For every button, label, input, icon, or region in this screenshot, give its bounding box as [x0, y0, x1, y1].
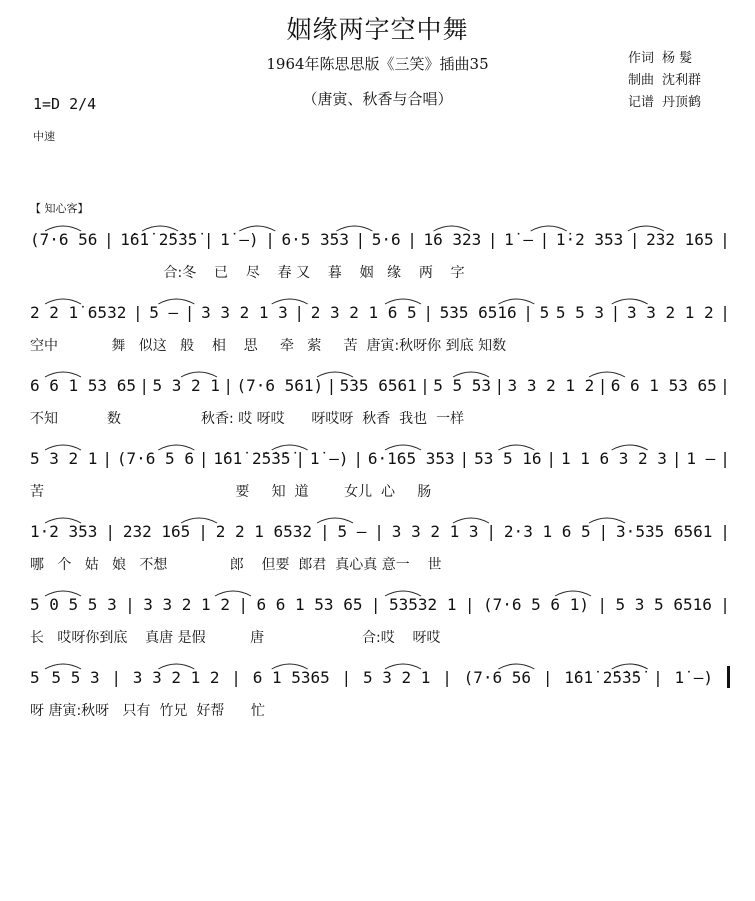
slur	[45, 372, 81, 377]
score	[30, 200, 730, 731]
note-group: 1̇6̇1̇ 2̇5̇3̇5̇	[120, 229, 198, 249]
slur	[317, 518, 353, 523]
note-group: 535 6561	[339, 375, 417, 395]
barline: |	[720, 448, 730, 468]
credit-composer: 制曲 沈利群	[628, 73, 702, 88]
note-group: 2 2 1 6532	[215, 521, 313, 541]
note-group: 1·2 353	[30, 521, 98, 541]
note-group: 2 3 2 1 6 5	[310, 302, 417, 322]
note-group: 5	[539, 302, 550, 322]
barline: |	[326, 375, 337, 395]
note-group: 53532 1	[389, 594, 457, 614]
slur	[158, 299, 194, 304]
note-group: 1̇ –)	[220, 229, 259, 249]
lyrics-line: 长 哎呀你到底 真唐 是假 唐 合:哎 呀哎	[30, 630, 441, 646]
slur-marks	[30, 439, 730, 451]
lyrics-line: 呀 唐寅:秋呀 只有 竹兄 好帮 忙	[30, 703, 266, 719]
slur	[498, 445, 534, 450]
barline: |	[374, 521, 384, 541]
slur	[272, 299, 308, 304]
slur	[612, 299, 648, 304]
barline: |	[486, 521, 497, 541]
slur	[555, 591, 591, 596]
barline: |	[203, 229, 214, 249]
slur	[385, 445, 421, 450]
note-group: 535 6516	[439, 302, 517, 322]
slur	[45, 518, 81, 523]
slur-marks	[30, 366, 730, 378]
score-system	[30, 366, 730, 439]
note-group: (7·6 56	[30, 229, 98, 249]
slur	[181, 518, 217, 523]
score-systems	[30, 220, 730, 731]
note-group: 5 3 5 6516	[615, 594, 712, 614]
slur	[45, 664, 81, 669]
barline: |	[370, 594, 381, 614]
note-group: 16 323	[423, 229, 482, 249]
barline: |	[494, 375, 505, 395]
slur	[181, 372, 217, 377]
barline: |	[319, 521, 330, 541]
barline: |	[597, 594, 608, 614]
slur	[434, 226, 470, 231]
barline: |	[671, 448, 682, 468]
lyrics-line: 合:冬 已 尽 春 又 暮 姻 缘 两 字	[30, 265, 465, 281]
key-signature: 1=D 2/4	[33, 95, 97, 113]
slur	[158, 664, 194, 669]
slur	[385, 299, 421, 304]
barline: |	[198, 448, 209, 468]
slur-marks	[30, 512, 730, 524]
note-group: 5·6	[371, 229, 401, 249]
score-system	[30, 293, 730, 366]
slur-marks	[30, 658, 730, 670]
note-group: 3 3 2 1 2	[507, 375, 595, 395]
slur	[45, 226, 81, 231]
slur	[215, 591, 251, 596]
lyrics-line: 空中 舞 似这 般 相 思 牵 萦 苦 唐寅:秋呀你 到底 知数	[30, 338, 507, 354]
slur-marks	[30, 220, 730, 232]
slur	[45, 445, 81, 450]
score-system	[30, 439, 730, 512]
slur	[317, 372, 353, 377]
barline: |	[610, 302, 621, 322]
song-title: 姻缘两字空中舞	[286, 15, 469, 44]
slur	[453, 518, 489, 523]
barline: |	[720, 302, 730, 322]
note-group: 5 –	[337, 521, 367, 541]
barline: |	[542, 667, 553, 687]
slur	[239, 226, 275, 231]
note-group: 6 6 1 53 65	[610, 375, 717, 395]
barline: |	[523, 302, 533, 322]
note-group: 3 3 2 1 3	[201, 302, 288, 322]
note-group: 3 3 2 1 3	[391, 521, 479, 541]
note-group: 1̇ –	[504, 229, 534, 249]
barline: |	[355, 229, 366, 249]
note-group: 6·5 353	[281, 229, 349, 249]
slur	[45, 299, 81, 304]
barline: |	[720, 229, 730, 249]
barline: |	[629, 229, 640, 249]
note-group: 5 5 3	[51, 667, 100, 687]
barline: |	[720, 594, 730, 614]
barline: |	[539, 229, 550, 249]
note-group: 1̇ –)	[309, 448, 349, 468]
note-group: 5 5 3	[555, 302, 605, 322]
note-group: 5 5 53	[433, 375, 492, 395]
score-system	[30, 512, 730, 585]
barline: |	[459, 448, 470, 468]
slur	[589, 372, 625, 377]
note-group: 5 –	[149, 302, 179, 322]
barline: |	[294, 302, 305, 322]
note-group: 5 3 2 1	[152, 375, 220, 395]
score-system	[30, 220, 730, 293]
slur	[589, 518, 625, 523]
barline: |	[105, 521, 115, 541]
note-group: 3·535 6561	[616, 521, 713, 541]
slur	[45, 591, 81, 596]
barline: |	[132, 302, 143, 322]
slur	[336, 226, 372, 231]
note-group: (7·6 56	[463, 667, 532, 687]
section-tag: 【 知心客】	[30, 202, 89, 215]
barline: |	[139, 375, 150, 395]
note-group: 6 6 1 53 65	[30, 375, 136, 395]
note-group: 5	[30, 667, 40, 687]
barline: |	[597, 375, 608, 395]
barline: |	[442, 667, 452, 687]
score-system	[30, 658, 730, 731]
note-group: 2 2 1̇ 6532	[30, 302, 127, 322]
performers-note: （唐寅、秋香与合唱）	[302, 90, 453, 108]
tempo-marking: 中速	[33, 130, 55, 143]
barline: |	[125, 594, 135, 614]
barline: |	[184, 302, 195, 322]
note-group: 6 1 5365	[252, 667, 330, 687]
note-group: 232 165	[646, 229, 714, 249]
barline: |	[231, 667, 241, 687]
barline: |	[295, 448, 306, 468]
barline: |	[238, 594, 249, 614]
barline: |	[341, 667, 352, 687]
note-group: 5 0 5 5 3	[30, 594, 117, 614]
slur	[272, 445, 308, 450]
slur	[385, 664, 421, 669]
note-group: (7·6 5 6 1)	[483, 594, 589, 614]
barline: |	[111, 667, 122, 687]
barline: |	[423, 302, 433, 322]
slur	[142, 226, 178, 231]
barline: |	[420, 375, 430, 395]
credit-lyricist: 作词 杨 髮	[628, 51, 693, 66]
credits-block	[628, 48, 701, 114]
barline: |	[598, 521, 609, 541]
barline: |	[104, 229, 114, 249]
barline: |	[198, 521, 208, 541]
barline: |	[353, 448, 363, 468]
lyrics-line: 哪 个 姑 娘 不想 郎 但要 郎君 真心真 意一 世	[30, 557, 442, 573]
note-group: 3 3 2 1 2	[132, 667, 220, 687]
credit-transcriber: 记谱 丹顶鹤	[628, 95, 702, 110]
slur-marks	[30, 585, 730, 597]
note-group: (7·6 561)	[236, 375, 324, 395]
note-group: 3 3 2 1 2	[143, 594, 230, 614]
lyrics-line: 苦 要 知 道 女儿 心 肠	[30, 484, 432, 500]
barline: |	[720, 521, 730, 541]
slur	[498, 299, 534, 304]
note-group: 6·165 353	[367, 448, 455, 468]
note-group: 3 3 2 1 2	[626, 302, 714, 322]
song-subtitle: 1964年陈思思版《三笑》插曲35	[266, 55, 489, 73]
note-group: 53 5 16	[474, 448, 542, 468]
barline: |	[407, 229, 417, 249]
slur	[612, 445, 648, 450]
slur	[158, 445, 194, 450]
note-group: (7·6 5 6	[116, 448, 194, 468]
note-group: 6 6 1 53 65	[256, 594, 363, 614]
note-group: 1 1 6 3 2 3	[560, 448, 667, 468]
barline: |	[653, 667, 663, 687]
note-group: 1̇·2 353	[555, 229, 624, 249]
note-group: 5 3 2 1	[362, 667, 431, 687]
barline: |	[487, 229, 498, 249]
slur	[385, 591, 421, 596]
slur-marks	[30, 293, 730, 305]
score-system	[30, 585, 730, 658]
slur	[628, 226, 664, 231]
slur	[612, 664, 648, 669]
barline: |	[223, 375, 233, 395]
barline: |	[720, 375, 730, 395]
barline: |	[464, 594, 475, 614]
note-group: 232 165	[122, 521, 191, 541]
barline: |	[102, 448, 112, 468]
note-group: 1̇6̇1̇ 2̇5̇3̇5̇	[213, 448, 291, 468]
slur	[498, 664, 534, 669]
note-group: 1̇6̇1̇ 2̇5̇3̇5̇	[564, 667, 642, 687]
slur	[272, 664, 308, 669]
slur	[531, 226, 567, 231]
note-group: 1̇ –)	[674, 667, 714, 687]
note-group: 2·3 1 6 5	[503, 521, 591, 541]
note-group: 5 3 2 1	[30, 448, 98, 468]
slur	[453, 372, 489, 377]
barline: |	[546, 448, 557, 468]
note-group: 1 –	[686, 448, 716, 468]
lyrics-line: 不知 数 秋香: 哎 呀哎 呀哎呀 秋香 我也 一样	[30, 411, 465, 427]
barline: |	[265, 229, 275, 249]
